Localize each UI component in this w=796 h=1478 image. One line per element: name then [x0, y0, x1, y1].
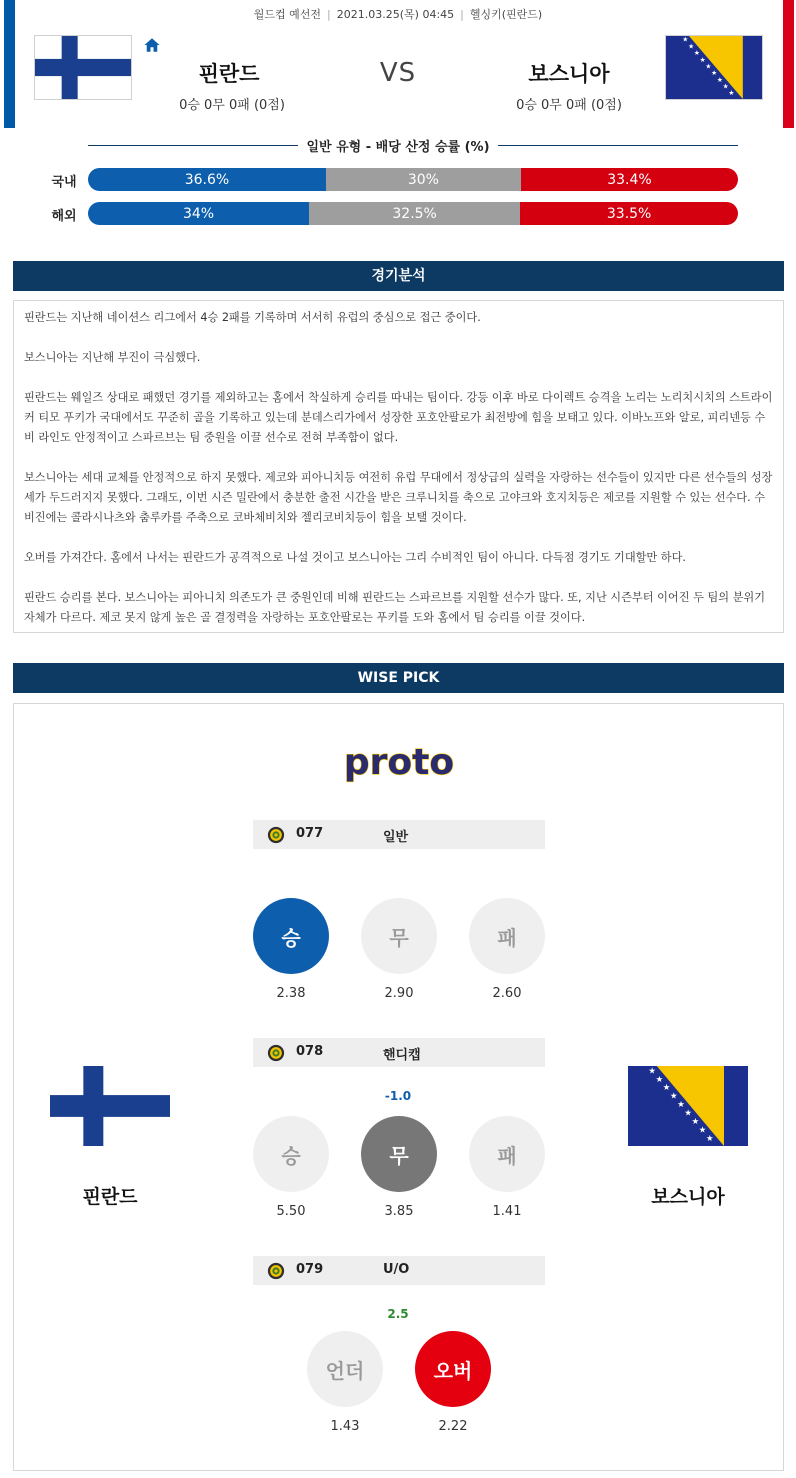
pick-077-lose-odd: 2.60	[492, 986, 522, 1001]
pick-header-079	[253, 1256, 545, 1285]
pick-079-over-odd: 2.22	[438, 1419, 468, 1434]
svg-text:★: ★	[670, 1090, 678, 1101]
svg-text:★: ★	[677, 1099, 685, 1110]
pick-header-078	[253, 1038, 545, 1067]
pick-078-lose-odd: 1.41	[492, 1204, 522, 1219]
wisepick-section-title: WISE PICK	[13, 663, 784, 693]
home-team-record: 0승 0무 0패 (0점)	[179, 98, 285, 113]
svg-text:★: ★	[722, 82, 729, 91]
svg-text:★: ★	[716, 75, 723, 84]
pick-077-lose-option[interactable]: 패	[469, 898, 545, 974]
pick-type: U/O	[383, 1262, 410, 1277]
pick-077-draw-odd: 2.90	[384, 986, 414, 1001]
analysis-text	[13, 300, 784, 633]
pick-079-under-odd: 1.43	[330, 1419, 360, 1434]
bosnia-flag	[665, 35, 763, 100]
pick-type: 일반	[383, 830, 409, 845]
svg-text:★: ★	[688, 42, 695, 51]
target-icon	[267, 1044, 285, 1062]
analysis-paragraph: 보스니아는 세대 교체를 안정적으로 하지 못했다. 제코와 피아니치등 여전히 유럽 무대에서 정상급의 실력을 자랑하는 선수들이 있지만 다른 선수들의 성장세가 두드러지지 못했다. 그래도, 이번 시즌 밀란에서 충분한 출전 시간을 받은 크루니치를 축으로 고야크와 호지치등은 제코를 지원할 수 있는 선수다. 수비진에는 콜라시나츠와 춤루카를 주축으로 코바체비치와 젤리코비치등이 힘을 보탤 것이다.	[24, 471, 773, 524]
match-venue: 헬싱키(핀란드)	[469, 8, 543, 21]
odds-draw-segment: 30%	[326, 168, 521, 191]
odds-title: 일반 유형 - 배당 산정 승률 (%)	[0, 136, 796, 155]
away-team-record: 0승 0무 0패 (0점)	[516, 98, 622, 113]
analysis-paragraph: 핀란드는 지난해 네이션스 리그에서 4승 2패를 기록하며 서서히 유럽의 중심으로 접근 중이다.	[24, 311, 481, 324]
pick-077-win-option[interactable]: 승	[253, 898, 329, 974]
league-name: 월드컵 예선전	[253, 8, 322, 21]
pick-number: 079	[296, 1262, 324, 1277]
pick-078-draw-option[interactable]: 무	[361, 1116, 437, 1192]
odds-bar	[88, 202, 738, 225]
odds-draw-segment: 32.5%	[309, 202, 520, 225]
odds-row-label: 해외	[51, 209, 77, 224]
finland-flag	[50, 1066, 170, 1146]
home-team-name: 핀란드	[198, 62, 260, 86]
svg-text:★: ★	[711, 69, 718, 78]
bosnia-flag	[628, 1066, 748, 1146]
away-team-name: 보스니아	[528, 62, 610, 86]
odds-win-segment: 34%	[88, 202, 309, 225]
svg-text:★: ★	[706, 1133, 714, 1144]
over-under-line: 2.5	[387, 1307, 409, 1321]
match-meta: 월드컵 예선전 | 2021.03.25(목) 04:45 | 헬싱키(핀란드)	[253, 8, 543, 21]
svg-text:★: ★	[662, 1082, 671, 1093]
analysis-paragraph: 보스니아는 지난해 부진이 극심했다.	[24, 351, 201, 364]
pick-number: 078	[296, 1044, 324, 1059]
svg-text:★: ★	[698, 1124, 707, 1135]
svg-text:★: ★	[684, 1107, 692, 1118]
analysis-paragraph: 오버를 가져간다. 홈에서 나서는 핀란드가 공격적으로 나설 것이고 보스니아는 그리 수비적인 팀이 아니다. 다득점 경기도 기대할만 하다.	[24, 551, 686, 564]
finland-flag	[34, 35, 132, 100]
analysis-paragraph: 핀란드는 웨일즈 상대로 패했던 경기를 제외하고는 홈에서 착실하게 승리를 따내는 팀이다. 강등 이후 바로 다이렉트 승격을 노리는 노리치시치의 스트라이커 티모 푸키가 국대에서도 꾸준히 골을 기록하고 있는데 분데스리가에서 성장한 포호안팔로가 최전방에 힘을 보태고 있다. 이바노프와 알로, 피리넨등 수비 라인도 안정적이고 스파르브는 팀 중원을 이끌 선수로 전혀 부족함이 없다.	[24, 391, 773, 444]
pick-number: 077	[296, 826, 324, 841]
odds-lose-segment: 33.5%	[520, 202, 738, 225]
svg-text:★: ★	[682, 36, 689, 44]
svg-text:★: ★	[699, 55, 706, 64]
analysis-section-title: 경기분석	[13, 261, 784, 291]
match-datetime: 2021.03.25(목) 04:45	[336, 8, 455, 21]
handicap-line: -1.0	[384, 1089, 412, 1103]
home-icon	[143, 36, 161, 54]
wisepick-home-name: 핀란드	[82, 1186, 138, 1208]
odds-row-overseas	[0, 202, 796, 225]
proto-logo-text: proto	[343, 742, 455, 783]
target-icon	[267, 1262, 285, 1280]
odds-row-domestic	[0, 168, 796, 191]
svg-text:★: ★	[728, 89, 735, 98]
pick-078-draw-odd: 3.85	[384, 1204, 414, 1219]
pick-header-077	[253, 820, 545, 849]
vs-label: VS	[379, 58, 417, 88]
analysis-paragraph: 핀란드 승리를 본다. 보스니아는 피아니치 의존도가 큰 중원인데 비해 핀란드는 스파르브를 지원할 선수가 많다. 또, 지난 시즌부터 이어진 두 팀의 분위기 자체가 다르다. 제코 못지 않게 높은 골 결정력을 자랑하는 포호안팔로는 푸키를 도와 홈에서 팀 승리를 이끌 것이다.	[24, 591, 766, 624]
pick-079-under-option[interactable]: 언더	[307, 1331, 383, 1407]
pick-077-win-odd: 2.38	[276, 986, 306, 1001]
svg-text:★: ★	[655, 1073, 664, 1084]
svg-text:★: ★	[648, 1066, 656, 1076]
wisepick-away-name: 보스니아	[651, 1186, 725, 1208]
odds-lose-segment: 33.4%	[521, 168, 738, 191]
proto-logo	[334, 740, 464, 784]
pick-079-over-option[interactable]: 오버	[415, 1331, 491, 1407]
odds-row-label: 국내	[51, 175, 77, 190]
pick-078-win-odd: 5.50	[276, 1204, 306, 1219]
pick-077-draw-option[interactable]: 무	[361, 898, 437, 974]
match-header	[0, 0, 796, 128]
svg-text:★: ★	[691, 1116, 700, 1127]
odds-bar	[88, 168, 738, 191]
target-icon	[267, 826, 285, 844]
pick-type: 핸디캡	[383, 1048, 421, 1063]
pick-078-win-option[interactable]: 승	[253, 1116, 329, 1192]
odds-win-segment: 36.6%	[88, 168, 326, 191]
pick-078-lose-option[interactable]: 패	[469, 1116, 545, 1192]
svg-text:★: ★	[693, 49, 700, 58]
svg-text:★: ★	[705, 62, 712, 71]
